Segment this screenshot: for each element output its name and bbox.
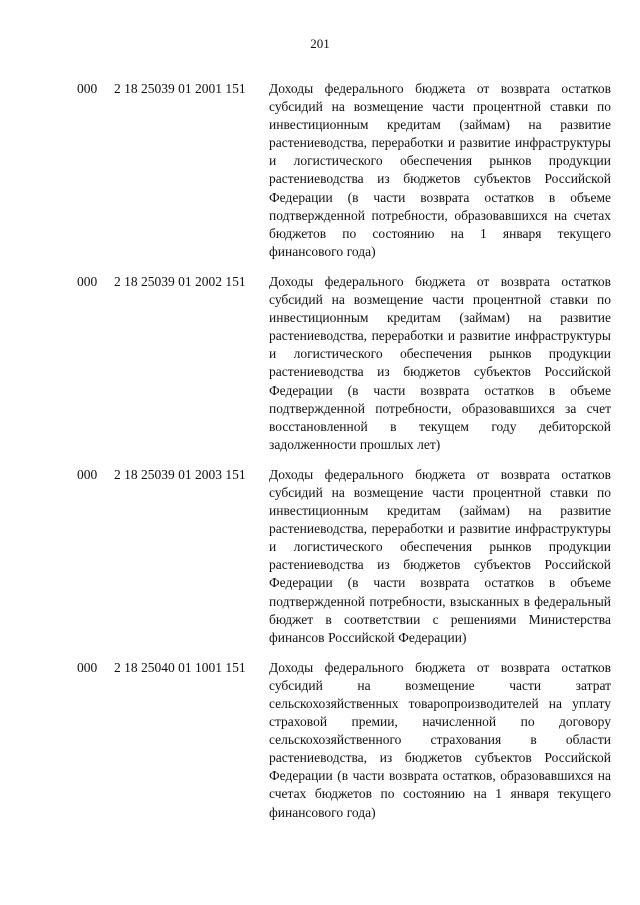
page-number: 201 — [310, 36, 330, 51]
budget-classification-code: 2 18 25039 01 2001 151 — [114, 81, 246, 96]
table-row — [77, 80, 611, 261]
admin-code: 000 — [77, 273, 98, 289]
admin-code: 000 — [77, 81, 98, 96]
income-description: Доходы федерального бюджета от возврата остатков субсидий на возмещение части процентной ставки по инвестиционным кредитам (займам) на развитие растениеводства, переработки и развитие инфраструктуры и логистического обеспечения рынков продукции растениеводства из бюджетов субъектов Российской Федерации (в части возврата остатков в объеме подтвержденной потребности, взысканных в федеральный бюджет в соответствии с решениями Министерства финансов Российской Федерации) — [269, 466, 611, 645]
income-description: Доходы федерального бюджета от возврата остатков субсидий на возмещение части процентной ставки по инвестиционным кредитам (займам) на развитие растениеводства, переработки и развитие инфраструктуры и логистического обеспечения рынков продукции растениеводства из бюджетов субъектов Российской Федерации (в части возврата остатков в объеме подтвержденной потребности, образовавшихся на счетах бюджетов по состоянию на 1 января текущего финансового года) — [269, 81, 611, 259]
budget-classification-code: 2 18 25039 01 2002 151 — [114, 273, 246, 289]
table-row — [77, 466, 611, 647]
income-description: Доходы федерального бюджета от возврата остатков субсидий на возмещение части затрат сельскохозяйственных товаропроизводителей на уплату страховой премии, начисленной по договору сельскохозяйственного страхования в области растениеводства, из бюджетов субъектов Российской Федерации (в части возврата остатков, образовавшихся на счетах бюджетов по состоянию на 1 января текущего финансового года) — [269, 659, 611, 820]
budget-code-table — [77, 80, 611, 834]
budget-classification-code: 2 18 25039 01 2003 151 — [114, 466, 246, 482]
budget-classification-code: 2 18 25040 01 1001 151 — [114, 659, 246, 675]
table-row — [77, 273, 611, 454]
table-row — [77, 659, 611, 822]
admin-code: 000 — [77, 466, 98, 482]
income-description: Доходы федерального бюджета от возврата остатков субсидий на возмещение части процентной ставки по инвестиционным кредитам (займам) на развитие растениеводства, переработки и развитие инфраструктуры и логистического обеспечения рынков продукции растениеводства из бюджетов субъектов Российской Федерации (в части возврата остатков в объеме подтвержденной потребности, образовавшихся за счет восстановленной в текущем году дебиторской задолженности прошлых лет) — [269, 273, 611, 452]
admin-code: 000 — [77, 659, 98, 675]
